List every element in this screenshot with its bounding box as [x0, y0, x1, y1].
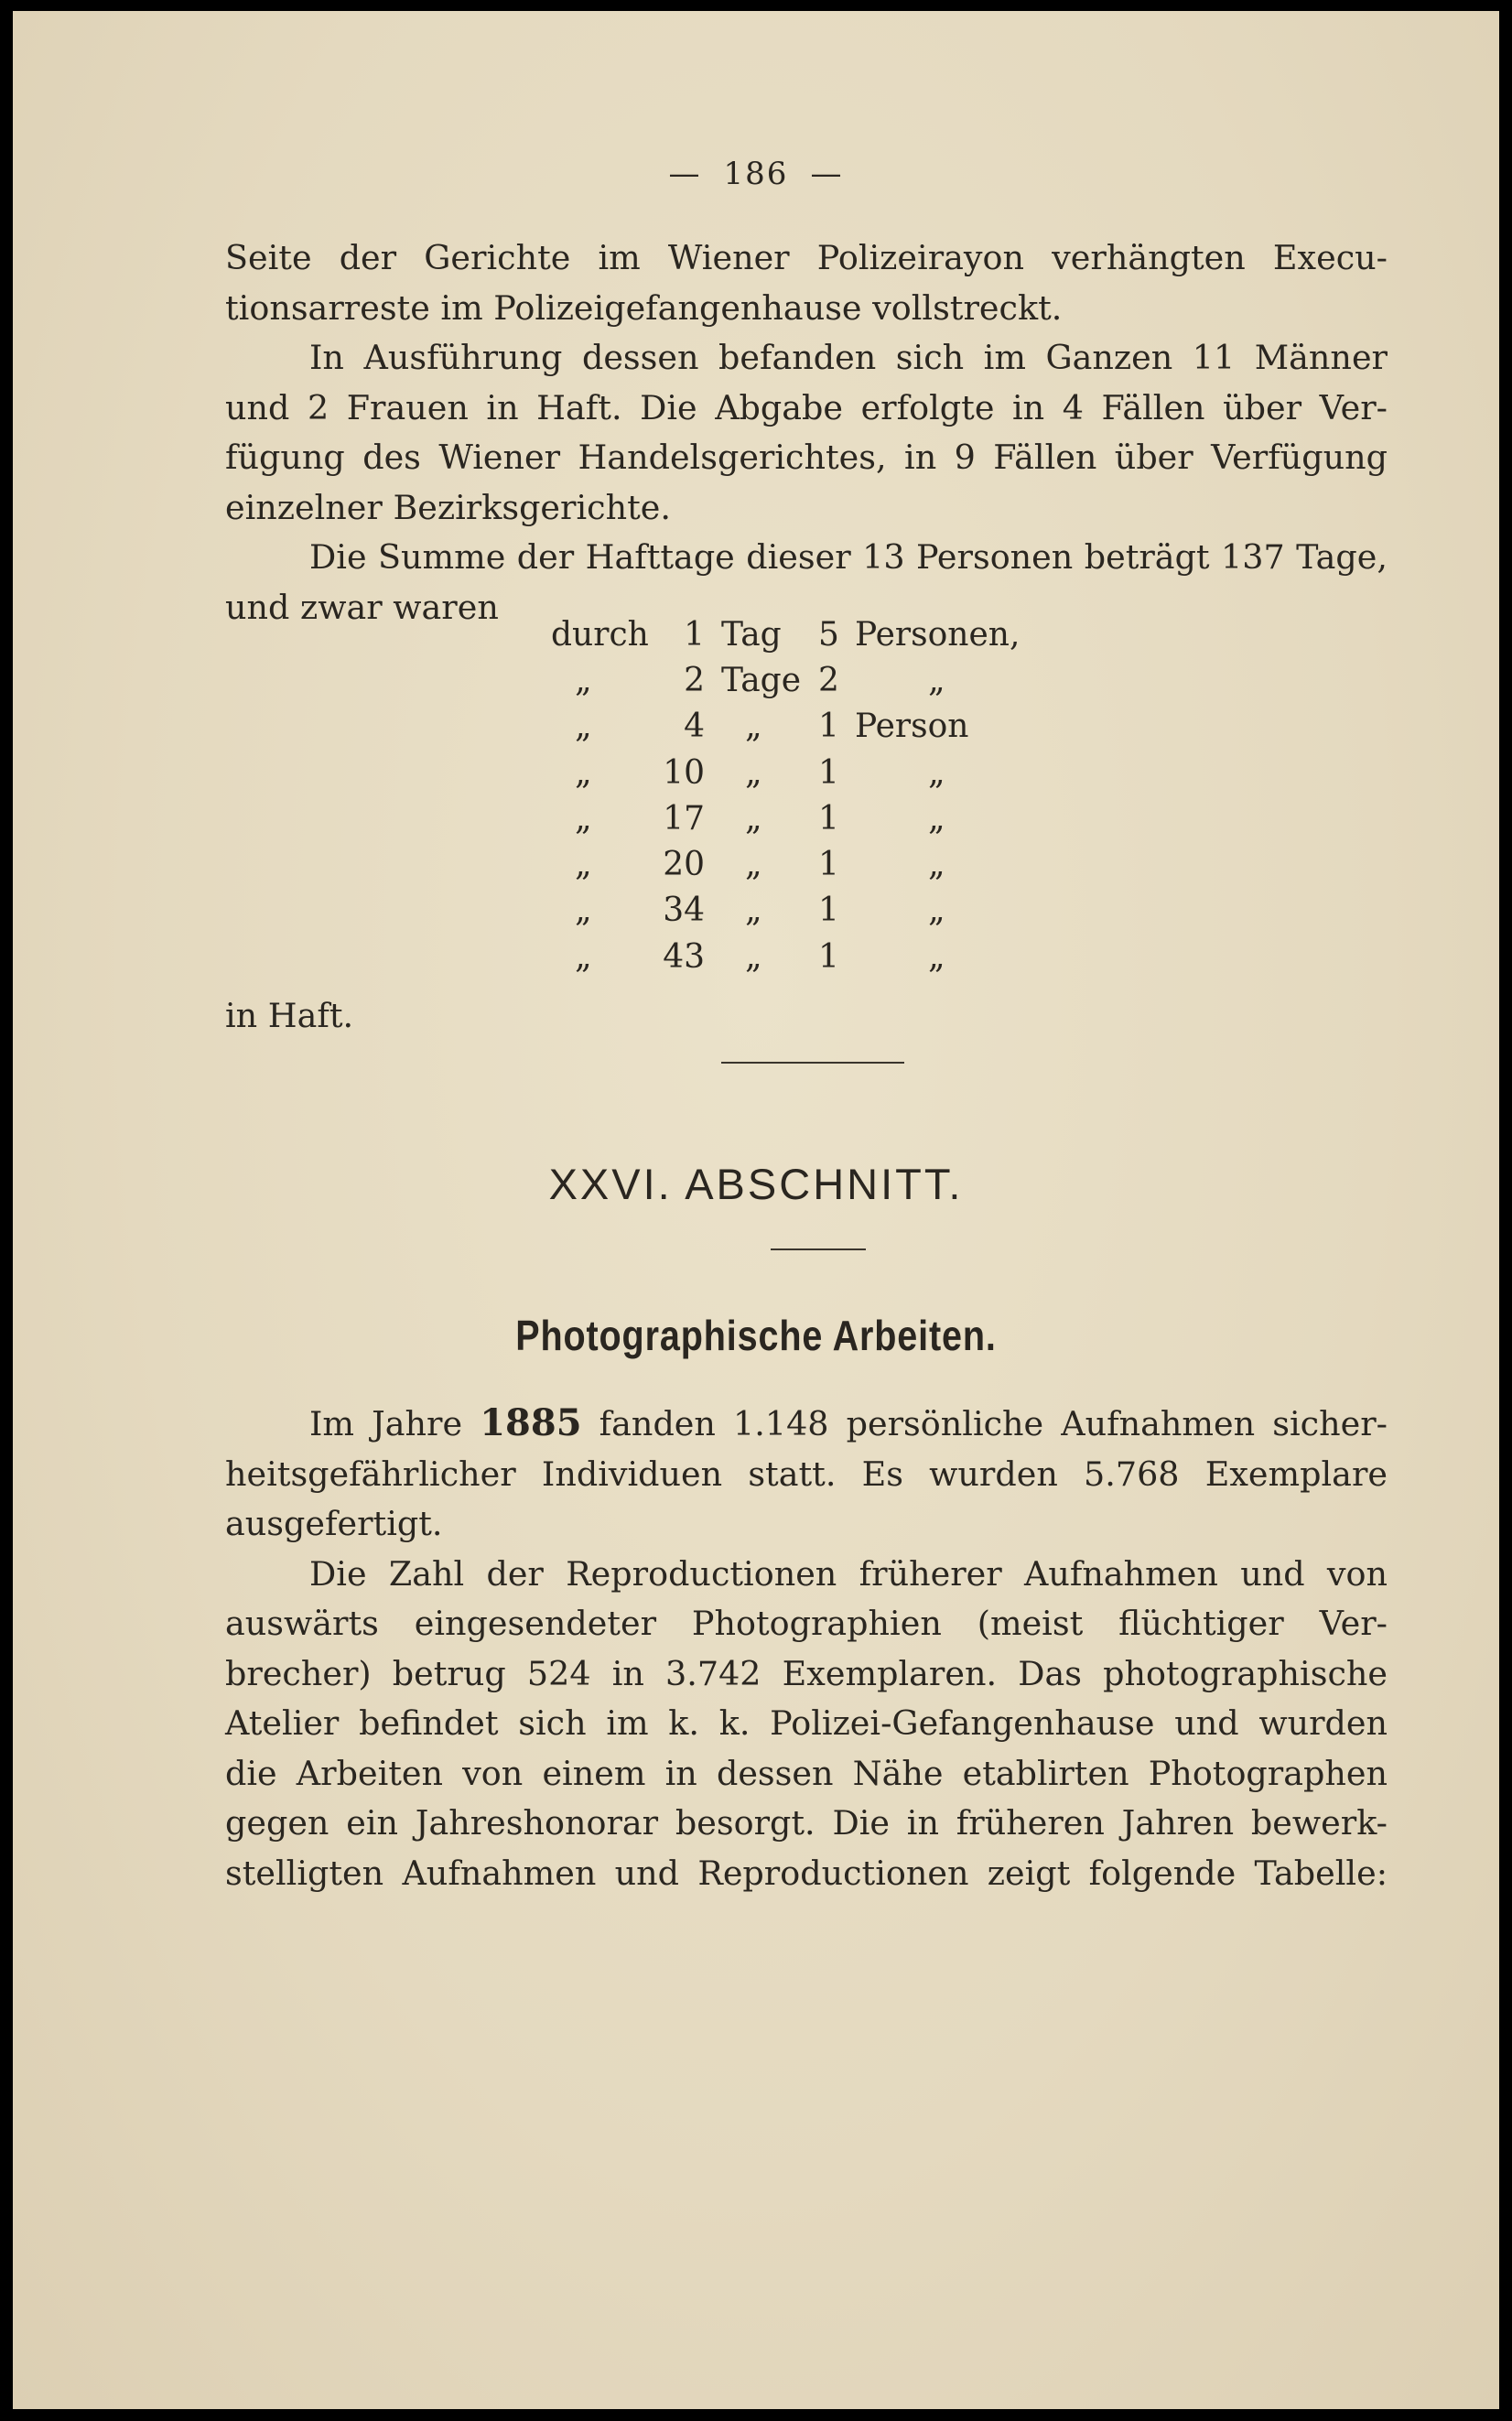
text-line: die Arbeiten von einem in dessen Nähe etablirten Photographen — [225, 1753, 1388, 1793]
detention-days-table — [551, 611, 1020, 979]
row-days — [650, 704, 721, 750]
row-count — [818, 795, 849, 841]
row-count-text: 1 — [818, 753, 839, 792]
row-count — [818, 934, 849, 979]
text-line: brecher) betrug 524 in 3.742 Exemplaren. Das photographische — [225, 1653, 1388, 1693]
paragraph-custody — [225, 333, 1388, 533]
row-prefix — [551, 750, 650, 795]
row-unit-text: „ — [745, 708, 762, 746]
text-line — [225, 1399, 1388, 1450]
row-prefix-text: durch — [551, 615, 649, 654]
row-count — [818, 888, 849, 934]
row-label-text: „ — [928, 892, 945, 930]
row-prefix — [551, 841, 650, 887]
section-title: XXVI. ABSCHNITT. — [548, 1160, 964, 1208]
text-line: Die Zahl der Reproductionen früherer Aufnahmen und von — [309, 1553, 1388, 1594]
row-label — [849, 704, 1020, 750]
text-line: stelligten Aufnahmen und Reproductionen zeigt folgende Tabelle: — [225, 1853, 1388, 1893]
row-prefix — [551, 888, 650, 934]
detention-table-body — [551, 611, 1020, 979]
row-count-text: 1 — [818, 846, 839, 884]
text-line: tionsarreste im Polizeigefangenhause vollstreckt. — [225, 287, 1063, 328]
row-unit-text: „ — [745, 799, 762, 838]
page-number-value: 186 — [723, 156, 789, 192]
row-label — [849, 888, 1020, 934]
page-number — [13, 156, 1499, 192]
row-unit — [721, 841, 818, 887]
row-prefix — [551, 704, 650, 750]
row-label — [849, 841, 1020, 887]
text-line: Atelier befindet sich im k. k. Polizei-Gefangenhause und wurden — [225, 1703, 1388, 1743]
row-days — [650, 795, 721, 841]
row-unit-text: „ — [745, 937, 762, 976]
text-line: gegen ein Jahreshonorar besorgt. Die in früheren Jahren bewerk- — [225, 1803, 1388, 1843]
table-row — [551, 611, 1020, 657]
row-label — [849, 934, 1020, 979]
row-label-text: Personen, — [855, 615, 1021, 654]
text-line: auswärts eingesendeter Photographien (meist flüchtiger Ver- — [225, 1604, 1388, 1643]
row-days-text: 10 — [663, 753, 705, 792]
row-days-text: 20 — [663, 846, 705, 884]
row-count-text: 2 — [818, 661, 839, 699]
row-unit-text: „ — [745, 753, 762, 792]
row-count — [818, 841, 849, 887]
row-prefix-text: „ — [575, 661, 592, 699]
table-row — [551, 841, 1020, 887]
row-unit — [721, 657, 818, 703]
row-prefix-text: „ — [575, 708, 592, 746]
row-days — [650, 657, 721, 703]
text-line: In Ausführung dessen befanden sich im Ganzen 11 Männer — [309, 338, 1388, 377]
text-line: heitsgefährlicher Individuen statt. Es wurden 5.768 Exemplare — [225, 1454, 1388, 1494]
row-days-text: 4 — [684, 708, 705, 746]
row-prefix — [551, 934, 650, 979]
row-unit — [721, 750, 818, 795]
row-count-text: 1 — [818, 799, 839, 838]
row-unit-text: Tage — [721, 661, 802, 699]
year-number: 1885 — [480, 1401, 582, 1444]
row-days-text: 1 — [684, 615, 705, 654]
row-label-text: „ — [928, 753, 945, 792]
row-days — [650, 888, 721, 934]
row-prefix-text: „ — [575, 846, 592, 884]
row-days — [650, 934, 721, 979]
row-count-text: 1 — [818, 708, 839, 746]
text-line: fügung des Wiener Handelsgerichtes, in 9 Fällen über Verfügung — [225, 438, 1388, 477]
row-unit-text: Tag — [721, 615, 782, 654]
page-number-dash-left: — — [668, 156, 702, 192]
section-heading: Photographische Arbeiten. — [515, 1312, 997, 1359]
row-unit — [721, 795, 818, 841]
text-line: ausgefertigt. — [225, 1504, 443, 1543]
table-row — [551, 750, 1020, 795]
table-row — [551, 934, 1020, 979]
row-days-text: 34 — [663, 892, 705, 930]
text-fragment: fanden 1.148 persönliche Aufnahmen sicher- — [581, 1404, 1388, 1443]
row-label — [849, 795, 1020, 841]
row-days-text: 17 — [663, 799, 705, 838]
intro-text — [225, 233, 1388, 632]
row-prefix-text: „ — [575, 937, 592, 976]
table-row — [551, 657, 1020, 703]
text-fragment: Im Jahre — [309, 1404, 481, 1443]
row-prefix — [551, 795, 650, 841]
row-unit-text: „ — [745, 892, 762, 930]
row-days — [650, 611, 721, 657]
row-unit — [721, 934, 818, 979]
row-count — [818, 657, 849, 703]
row-days — [650, 750, 721, 795]
row-label — [849, 657, 1020, 703]
row-prefix-text: „ — [575, 892, 592, 930]
row-prefix-text: „ — [575, 799, 592, 838]
table-row — [551, 795, 1020, 841]
row-label-text: Person — [855, 708, 969, 746]
row-count — [818, 704, 849, 750]
row-label-text: „ — [928, 661, 945, 699]
document-page — [13, 11, 1499, 2409]
separator-rule — [721, 1062, 904, 1064]
row-label-text: „ — [928, 846, 945, 884]
text-line: Die Summe der Hafttage dieser 13 Personen beträgt 137 Tage, — [309, 537, 1388, 577]
row-label — [849, 611, 1020, 657]
row-label — [849, 750, 1020, 795]
row-prefix — [551, 611, 650, 657]
text-line: und zwar waren — [225, 587, 499, 627]
separator-rule-short — [771, 1248, 866, 1250]
body-text — [225, 1399, 1388, 1898]
in-haft-text: in Haft. — [225, 996, 354, 1035]
paragraph-continuation — [225, 233, 1388, 333]
table-row — [551, 704, 1020, 750]
row-count — [818, 611, 849, 657]
table-row — [551, 888, 1020, 934]
row-count — [818, 750, 849, 795]
row-label-text: „ — [928, 937, 945, 976]
row-days-text: 43 — [663, 937, 705, 976]
row-count-text: 1 — [818, 937, 839, 976]
row-unit — [721, 888, 818, 934]
row-days — [650, 841, 721, 887]
row-count-text: 5 — [818, 615, 839, 654]
row-days-text: 2 — [684, 661, 705, 699]
paragraph-reproductions — [225, 1550, 1388, 1899]
page-number-dash-right: — — [810, 156, 844, 192]
text-line: Seite der Gerichte im Wiener Polizeirayon verhängten Execu- — [225, 238, 1388, 277]
row-unit — [721, 611, 818, 657]
row-unit-text: „ — [745, 846, 762, 884]
paragraph-photographs — [225, 1399, 1388, 1550]
text-line: einzelner Bezirksgerichte. — [225, 487, 671, 527]
row-label-text: „ — [928, 799, 945, 838]
row-prefix — [551, 657, 650, 703]
row-unit — [721, 704, 818, 750]
row-count-text: 1 — [818, 892, 839, 930]
text-line: und 2 Frauen in Haft. Die Abgabe erfolgte in 4 Fällen über Ver- — [225, 387, 1388, 427]
row-prefix-text: „ — [575, 753, 592, 792]
